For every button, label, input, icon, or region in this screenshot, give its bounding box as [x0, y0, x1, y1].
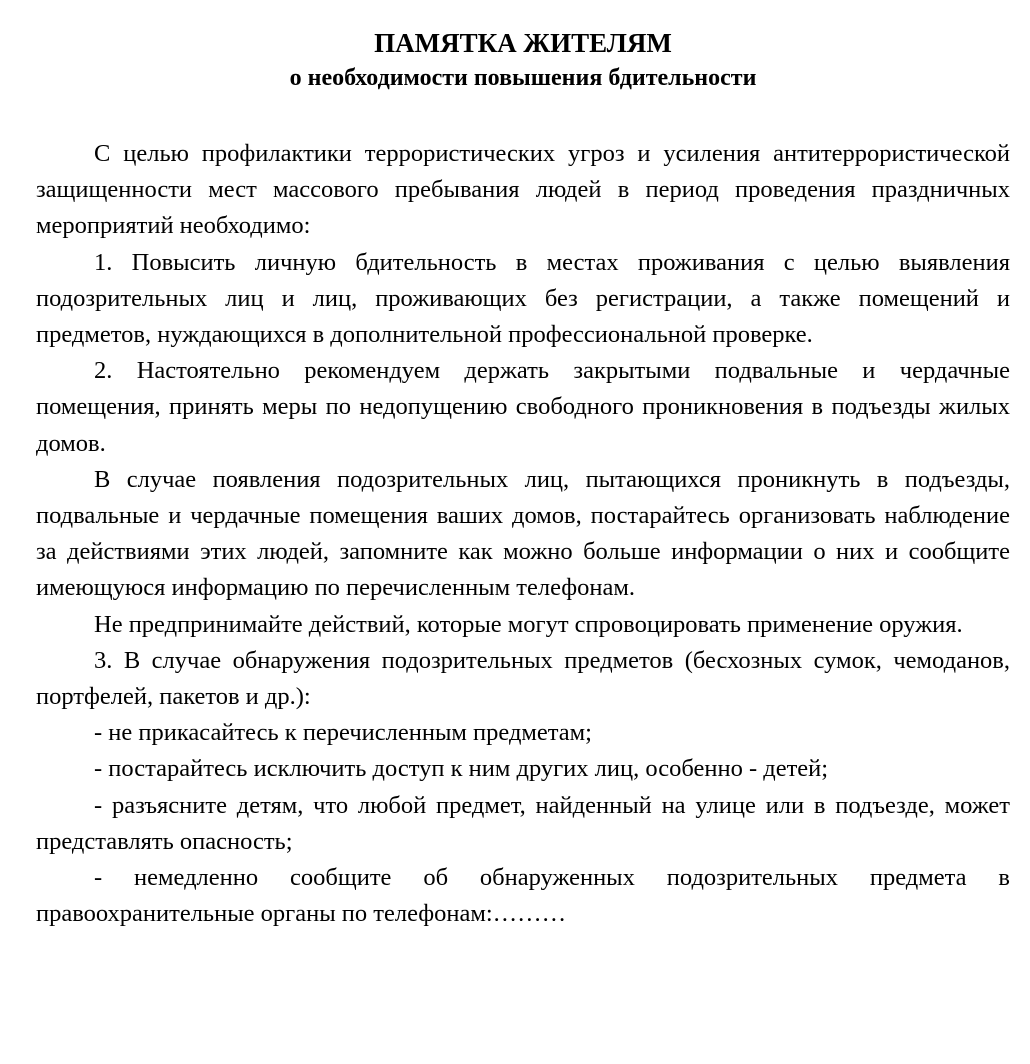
instruction-item: - постарайтесь исключить доступ к ним других лиц, особенно - детей; — [94, 755, 829, 783]
point-1-paragraph: 1. Повысить личную бдительность в местах проживания с целью выявления подозрительных лиц и лиц, проживающих без регистрации, а также помещений и предметов, нуждающихся в дополнительной профессиональной проверке. — [36, 248, 1010, 349]
intro-paragraph: С целью профилактики террористических угроз и усиления антитеррористической защищенности мест массового пребывания людей в период проведения праздничных мероприятий необходимо: — [36, 140, 1010, 240]
no-provocation-paragraph: Не предпринимайте действий, которые могут спровоцировать применение оружия. — [94, 610, 963, 638]
point-3-paragraph: 3. В случае обнаружения подозрительных предметов (бесхозных сумок, чемоданов, портфелей, пакетов и др.): — [36, 646, 1010, 711]
memo-title: ПАМЯТКА ЖИТЕЛЯМ — [374, 28, 672, 58]
suspicious-persons-paragraph: В случае появления подозрительных лиц, пытающихся проникнуть в подъезды, подвальные и чердачные помещения ваших домов, постарайтесь организовать наблюдение за действиями этих людей, запомните как можно больше информации о них и сообщите имеющуюся информацию по перечисленным телефонам. — [36, 465, 1010, 602]
instruction-item: - не прикасайтесь к перечисленным предметам; — [94, 719, 592, 747]
point-2-paragraph: 2. Настоятельно рекомендуем держать закрытыми подвальные и чердачные помещения, принять меры по недопущению свободного проникновения в подъезды жилых домов. — [36, 357, 1010, 457]
memo-body — [36, 136, 1010, 932]
instruction-item: - немедленно сообщите об обнаруженных подозрительных предмета в правоохранительные органы по телефонам:……… — [36, 864, 1010, 928]
memo-subtitle: о необходимости повышения бдительности — [289, 65, 757, 91]
instruction-item: - разъясните детям, что любой предмет, найденный на улице или в подъезде, может представлять опасность; — [36, 791, 1010, 855]
